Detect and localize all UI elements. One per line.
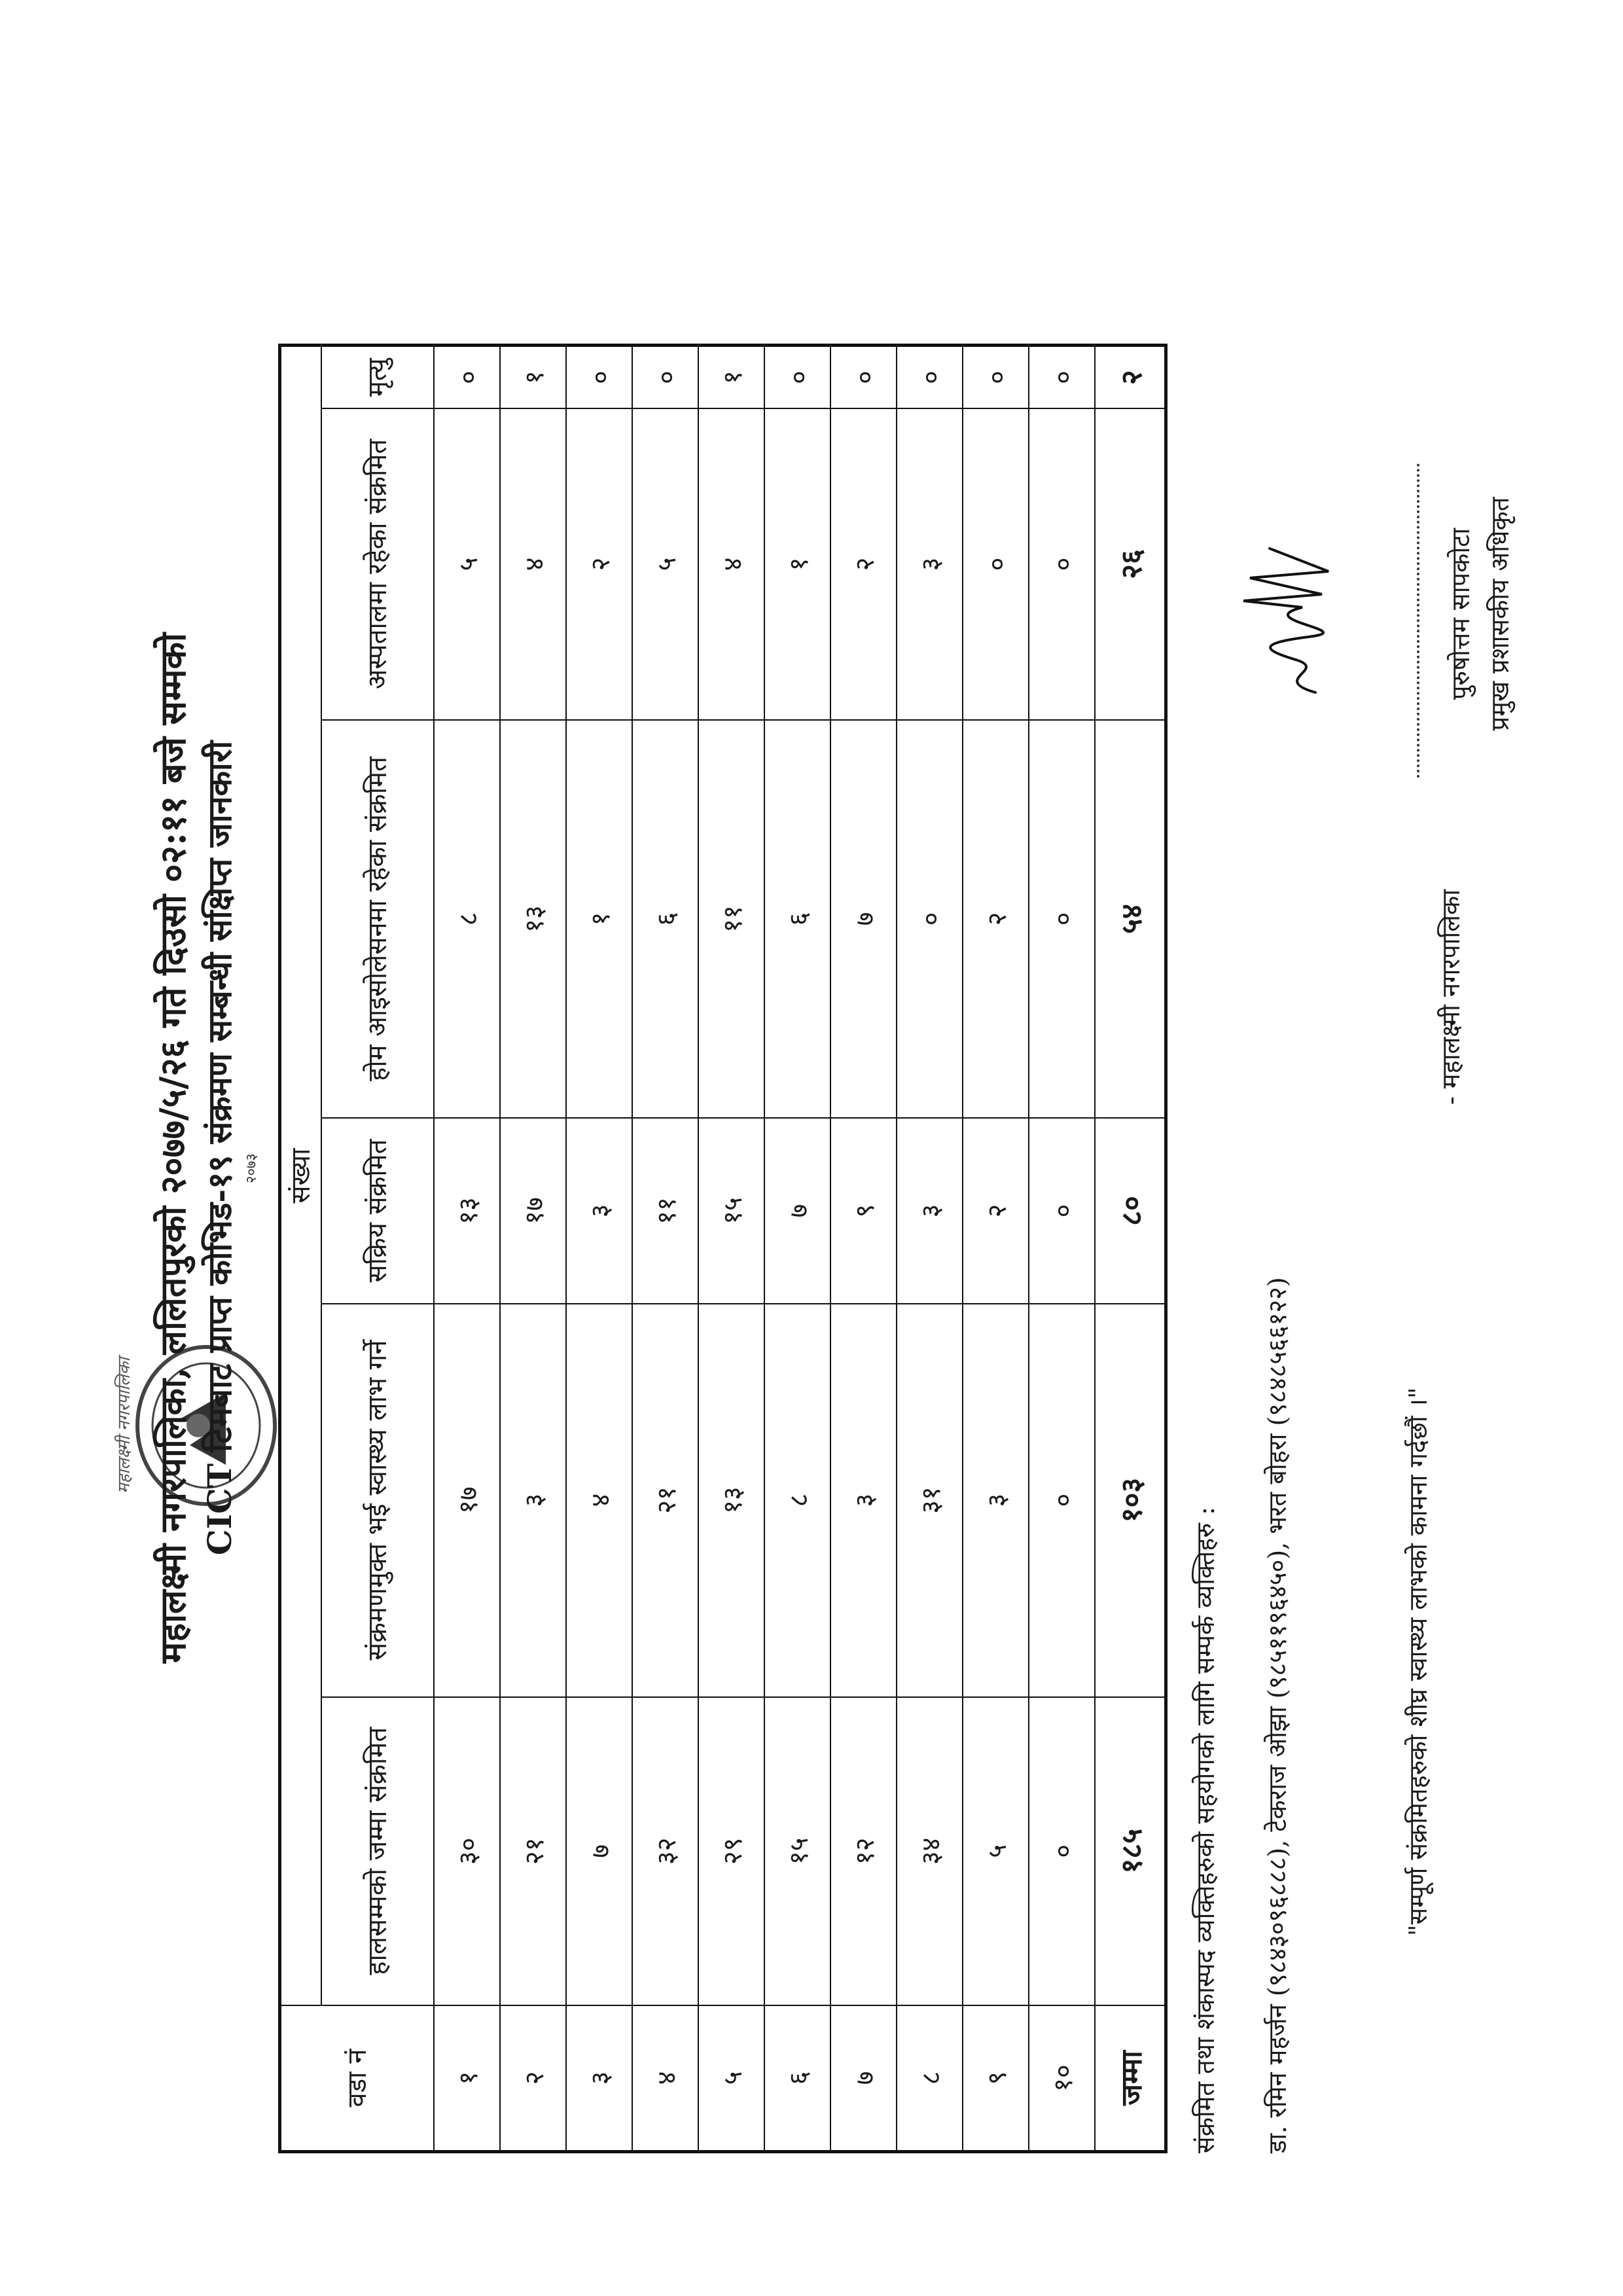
cell-recovered: १७ bbox=[434, 1304, 500, 1697]
cell-hospital: ५ bbox=[632, 408, 698, 719]
total-infected: १८५ bbox=[1095, 1697, 1166, 2005]
ward-number: ८ bbox=[897, 2005, 963, 2152]
cell-home-isolation: १३ bbox=[500, 720, 566, 1119]
cell-deaths: ० bbox=[830, 346, 897, 409]
document-title: महालक्ष्मी नगरपालिका, ललितपुरको २०७७/५/२६ गते दिउसो ०२:११ बजे सम्मको bbox=[152, 633, 194, 1663]
table-row bbox=[1029, 346, 1095, 2152]
table-row bbox=[897, 346, 963, 2152]
stamp-number: २०७३ bbox=[243, 1153, 260, 1183]
ward-number: ७ bbox=[830, 2005, 897, 2152]
table-row bbox=[764, 346, 830, 2152]
covid-ward-table bbox=[278, 344, 1168, 2153]
cell-total-infected: २९ bbox=[698, 1697, 764, 2005]
cell-total-infected: १२ bbox=[830, 1697, 897, 2005]
cell-deaths: १ bbox=[698, 346, 764, 409]
cell-home-isolation: ११ bbox=[698, 720, 764, 1119]
cell-total-infected: ५ bbox=[963, 1697, 1029, 2005]
ward-number: ६ bbox=[764, 2005, 830, 2152]
cell-total-infected: ३२ bbox=[632, 1697, 698, 2005]
ward-number: २ bbox=[500, 2005, 566, 2152]
cell-total-infected: ७ bbox=[566, 1697, 632, 2005]
cell-recovered: ३ bbox=[500, 1304, 566, 1697]
cell-hospital: २ bbox=[566, 408, 632, 719]
table-row bbox=[500, 346, 566, 2152]
ward-header: वडा नं bbox=[280, 2005, 435, 2152]
cell-recovered: २१ bbox=[632, 1304, 698, 1697]
cell-total-infected: २१ bbox=[500, 1697, 566, 2005]
total-recovered: १०३ bbox=[1095, 1304, 1166, 1697]
cell-hospital: २ bbox=[830, 408, 897, 719]
total-hospital: २६ bbox=[1095, 408, 1166, 719]
slogan-attribution: - महालक्ष्मी नगरपालिका bbox=[1436, 889, 1465, 1105]
cell-deaths: ० bbox=[897, 346, 963, 409]
cell-recovered: ३ bbox=[963, 1304, 1029, 1697]
ward-number: १ bbox=[434, 2005, 500, 2152]
cell-deaths: १ bbox=[500, 346, 566, 409]
cell-active: ९ bbox=[830, 1118, 897, 1303]
document-subtitle: CICT टिमबाट प्राप्त कोभिड-१९ संक्रमण सम्बन्धी संक्षिप्त जानकारी bbox=[200, 740, 239, 1556]
col-header-home-isolation: होम आइसोलेसनमा रहेका संक्रमित bbox=[321, 720, 434, 1119]
table-row bbox=[830, 346, 897, 2152]
cell-total-infected: १५ bbox=[764, 1697, 830, 2005]
cell-hospital: ४ bbox=[698, 408, 764, 719]
cell-home-isolation: ६ bbox=[764, 720, 830, 1119]
contact-people: डा. रमिन महर्जन (९८४३०९६८८८), टेकराज ओझा (९८५११९६४५०), भरत बोहरा (९८४८५६६१२२) bbox=[1263, 1277, 1292, 2153]
col-header-total-infected: हालसम्मको जम्मा संक्रमित bbox=[321, 1697, 434, 2005]
cell-active: १३ bbox=[434, 1118, 500, 1303]
table-row bbox=[632, 346, 698, 2152]
cell-active: ७ bbox=[764, 1118, 830, 1303]
cell-active: १५ bbox=[698, 1118, 764, 1303]
cell-home-isolation: ० bbox=[897, 720, 963, 1119]
slogan: "सम्पूर्ण संक्रमितहरुको शीघ्र स्वास्थ्य लाभको कामना गर्दछौं ।" bbox=[1404, 1387, 1433, 1936]
cell-total-infected: ० bbox=[1029, 1697, 1095, 2005]
cell-hospital: ४ bbox=[500, 408, 566, 719]
seal-text: महालक्ष्मी नगरपालिका bbox=[115, 1357, 134, 1494]
col-header-deaths: मृत्यु bbox=[321, 346, 434, 409]
cell-active: ० bbox=[1029, 1118, 1095, 1303]
count-group-header: संख्या bbox=[280, 346, 322, 2006]
cell-hospital: १ bbox=[764, 408, 830, 719]
cell-hospital: ५ bbox=[434, 408, 500, 719]
cell-home-isolation: १ bbox=[566, 720, 632, 1119]
table-row bbox=[963, 346, 1029, 2152]
cell-recovered: ३ bbox=[830, 1304, 897, 1697]
contacts-heading: संक्रमित तथा शंकास्पद व्यक्तिहरुको सहयोगको लागि सम्पर्क व्यक्तिहरु : bbox=[1191, 1507, 1220, 2153]
cell-deaths: ० bbox=[764, 346, 830, 409]
cell-deaths: ० bbox=[434, 346, 500, 409]
signature-line bbox=[1417, 463, 1419, 778]
ward-number: १० bbox=[1029, 2005, 1095, 2152]
total-home-isolation: ५४ bbox=[1095, 720, 1166, 1119]
cell-recovered: १३ bbox=[698, 1304, 764, 1697]
cell-home-isolation: ८ bbox=[434, 720, 500, 1119]
cell-recovered: ८ bbox=[764, 1304, 830, 1697]
cell-active: ११ bbox=[632, 1118, 698, 1303]
cell-total-infected: ३४ bbox=[897, 1697, 963, 2005]
cell-home-isolation: ० bbox=[1029, 720, 1095, 1119]
table-total-row bbox=[1095, 346, 1166, 2152]
cell-active: २ bbox=[963, 1118, 1029, 1303]
total-active: ८० bbox=[1095, 1118, 1166, 1303]
cell-hospital: ३ bbox=[897, 408, 963, 719]
total-label: जम्मा bbox=[1095, 2005, 1166, 2152]
cell-deaths: ० bbox=[632, 346, 698, 409]
ward-number: ५ bbox=[698, 2005, 764, 2152]
cell-recovered: ० bbox=[1029, 1304, 1095, 1697]
cell-home-isolation: ६ bbox=[632, 720, 698, 1119]
ward-number: ४ bbox=[632, 2005, 698, 2152]
table-row bbox=[566, 346, 632, 2152]
cell-deaths: ० bbox=[566, 346, 632, 409]
cell-home-isolation: २ bbox=[963, 720, 1029, 1119]
table-row bbox=[434, 346, 500, 2152]
cell-hospital: ० bbox=[1029, 408, 1095, 719]
cell-active: १७ bbox=[500, 1118, 566, 1303]
cell-deaths: ० bbox=[1029, 346, 1095, 409]
ward-number: ९ bbox=[963, 2005, 1029, 2152]
col-header-recovered: संक्रमणमुक्त भई स्वास्थ्य लाभ गर्ने bbox=[321, 1304, 434, 1697]
col-header-active: सक्रिय संक्रमित bbox=[321, 1118, 434, 1303]
handwritten-signature-icon bbox=[1230, 535, 1361, 706]
ward-number: ३ bbox=[566, 2005, 632, 2152]
cell-recovered: ३१ bbox=[897, 1304, 963, 1697]
cell-active: ३ bbox=[897, 1118, 963, 1303]
signatory-name: पुरुषोत्तम सापकोटा bbox=[1446, 528, 1475, 700]
col-header-hospital: अस्पतालमा रहेका संक्रमित bbox=[321, 408, 434, 719]
cell-recovered: ४ bbox=[566, 1304, 632, 1697]
total-deaths: २ bbox=[1095, 346, 1166, 409]
signatory-title: प्रमुख प्रशासकीय अधिकृत bbox=[1486, 497, 1514, 731]
cell-hospital: ० bbox=[963, 408, 1029, 719]
cell-active: ३ bbox=[566, 1118, 632, 1303]
cell-deaths: ० bbox=[963, 346, 1029, 409]
table-row bbox=[698, 346, 764, 2152]
cell-total-infected: ३० bbox=[434, 1697, 500, 2005]
cell-home-isolation: ७ bbox=[830, 720, 897, 1119]
